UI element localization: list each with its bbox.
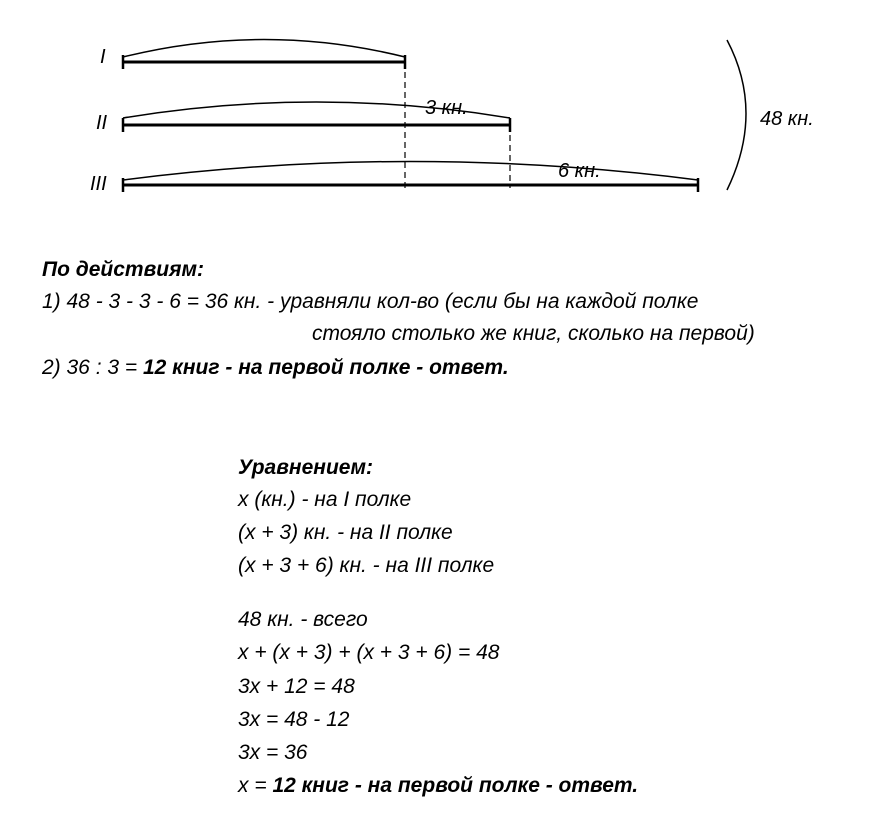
- total-brace: [727, 40, 746, 190]
- action-step-2: 2) 36 : 3 = 12 книг - на первой полке - ответ.: [42, 356, 509, 379]
- equation-total: 48 кн. - всего: [238, 608, 368, 631]
- row-3-brace: [123, 162, 698, 181]
- solution-line-1: х + (х + 3) + (х + 3 + 6) = 48: [238, 641, 500, 664]
- action-step-1-continued: стояло столько же книг, сколько на первой): [312, 322, 755, 345]
- row-1-brace: [123, 40, 405, 58]
- equation-answer: х = 12 книг - на первой полке - ответ.: [238, 774, 639, 797]
- actions-heading: По действиям:: [42, 258, 205, 281]
- difference-label-3: 3 кн.: [425, 97, 468, 119]
- solution-line-2: 3х + 12 = 48: [238, 675, 355, 698]
- total-label: 48 кн.: [760, 108, 814, 130]
- equation-line-2: (х + 3) кн. - на II полке: [238, 521, 453, 544]
- solution-line-4: 3х = 36: [238, 741, 308, 764]
- action-step-1: 1) 48 - 3 - 3 - 6 = 36 кн. - уравняли кол-во (если бы на каждой полке: [42, 290, 699, 313]
- equation-heading: Уравнением:: [238, 456, 373, 479]
- equation-line-1: х (кн.) - на I полке: [238, 488, 412, 511]
- row-3-label: III: [90, 173, 107, 195]
- equation-answer-bold: 12 книг - на первой полке - ответ.: [272, 774, 639, 797]
- equation-line-3: (х + 3 + 6) кн. - на III полке: [238, 554, 495, 577]
- row-1-label: I: [100, 46, 106, 68]
- segment-diagram: [0, 0, 882, 240]
- solution-line-3: 3х = 48 - 12: [238, 708, 350, 731]
- row-2-label: II: [96, 112, 108, 134]
- difference-label-6: 6 кн.: [558, 160, 601, 182]
- action-answer: 12 книг - на первой полке - ответ.: [142, 356, 509, 379]
